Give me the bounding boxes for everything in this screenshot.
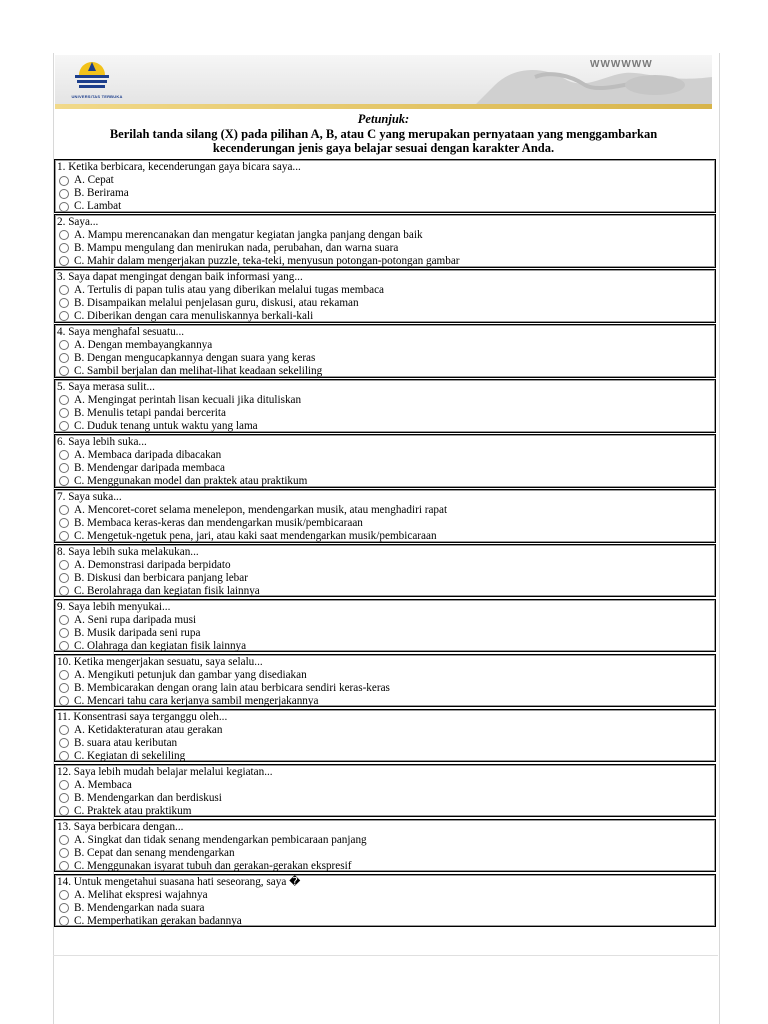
radio-button-icon[interactable] (59, 615, 69, 625)
answer-option[interactable] (57, 310, 713, 323)
radio-button-icon[interactable] (59, 311, 69, 321)
instructions-text: Berilah tanda silang (X) pada pilihan A, B, atau C yang merupakan pernyataan yang menggambarkan kecenderungan jenis gaya belajar sesuai dengan karakter Anda. (109, 127, 658, 155)
radio-button-icon[interactable] (59, 573, 69, 583)
answer-option[interactable] (57, 365, 713, 378)
radio-button-icon[interactable] (59, 531, 69, 541)
answer-option[interactable] (57, 504, 713, 517)
radio-button-icon[interactable] (59, 421, 69, 431)
answer-option[interactable] (57, 394, 713, 407)
radio-button-icon[interactable] (59, 202, 69, 212)
question-text: 12. Saya lebih mudah belajar melalui kegiatan... (57, 765, 273, 778)
logo-caption: UNIVERSITAS TERBUKA (71, 94, 123, 99)
question-block (54, 379, 716, 433)
radio-button-icon[interactable] (59, 366, 69, 376)
question-block (54, 489, 716, 543)
radio-button-icon[interactable] (59, 560, 69, 570)
radio-button-icon[interactable] (59, 890, 69, 900)
question-text: 1. Ketika berbicara, kecenderungan gaya bicara saya... (57, 161, 301, 173)
answer-option-label: B. suara atau keributan (74, 736, 178, 749)
answer-option-label: C. Menggunakan model dan praktek atau praktikum (74, 474, 308, 487)
radio-button-icon[interactable] (59, 176, 69, 186)
university-logo (63, 59, 121, 99)
radio-button-icon[interactable] (59, 641, 69, 651)
answer-option[interactable] (57, 255, 713, 268)
answer-option-label: A. Mengingat perintah lisan kecuali jika dituliskan (74, 393, 302, 406)
question-block (54, 434, 716, 488)
answer-option[interactable] (57, 352, 713, 365)
answer-option-label: C. Menggunakan isyarat tubuh dan gerakan-gerakan ekspresif (74, 859, 352, 872)
radio-button-icon[interactable] (59, 848, 69, 858)
answer-option-label: A. Mampu merencanakan dan mengatur kegiatan jangka panjang dengan baik (74, 228, 423, 241)
answer-option[interactable] (57, 695, 713, 708)
answer-option-label: A. Singkat dan tidak senang mendengarkan pembicaraan panjang (74, 833, 367, 846)
radio-button-icon[interactable] (59, 450, 69, 460)
answer-option[interactable] (57, 242, 713, 255)
answer-option[interactable] (57, 420, 713, 433)
radio-button-icon[interactable] (59, 285, 69, 295)
question-block (54, 819, 716, 873)
question-list (54, 159, 716, 929)
answer-option[interactable] (57, 805, 713, 818)
instructions-title: Petunjuk: (357, 112, 410, 126)
answer-option[interactable] (57, 889, 713, 902)
radio-button-icon[interactable] (59, 725, 69, 735)
answer-option[interactable] (57, 792, 713, 805)
radio-button-icon[interactable] (59, 353, 69, 363)
question-block (54, 709, 716, 763)
radio-button-icon[interactable] (59, 476, 69, 486)
question-text: 10. Ketika mengerjakan sesuatu, saya selalu... (57, 655, 263, 668)
answer-option[interactable] (57, 449, 713, 462)
answer-option[interactable] (57, 737, 713, 750)
answer-option[interactable] (57, 724, 713, 737)
radio-button-icon[interactable] (59, 628, 69, 638)
answer-option-label: C. Kegiatan di sekeliling (74, 749, 186, 762)
answer-option-label: C. Duduk tenang untuk waktu yang lama (74, 419, 258, 432)
answer-option[interactable] (57, 902, 713, 915)
answer-option-label: B. Membaca keras-keras dan mendengarkan musik/pembicaraan (74, 516, 363, 529)
answer-option[interactable] (57, 640, 713, 653)
radio-button-icon[interactable] (59, 243, 69, 253)
radio-button-icon[interactable] (59, 670, 69, 680)
answer-option-label: B. Dengan mengucapkannya dengan suara yang keras (74, 351, 316, 364)
radio-button-icon[interactable] (59, 780, 69, 790)
question-text: 2. Saya... (57, 215, 99, 228)
answer-option-label: B. Mendengar daripada membaca (74, 461, 225, 474)
answer-option-label: C. Mahir dalam mengerjakan puzzle, teka-teki, menyusun potongan-potongan gambar (74, 254, 460, 267)
answer-option[interactable] (57, 475, 713, 488)
answer-option-label: B. Mendengarkan nada suara (74, 901, 205, 914)
answer-option-label: A. Seni rupa daripada musi (74, 613, 197, 626)
radio-button-icon[interactable] (59, 189, 69, 199)
question-block (54, 269, 716, 323)
answer-option-label: C. Sambil berjalan dan melihat-lihat keadaan sekeliling (74, 364, 323, 377)
answer-option-label: A. Ketidakteraturan atau gerakan (74, 723, 223, 736)
answer-option-label: A. Dengan membayangkannya (74, 338, 213, 351)
answer-option[interactable] (57, 627, 713, 640)
radio-button-icon[interactable] (59, 806, 69, 816)
answer-option-label: B. Diskusi dan berbicara panjang lebar (74, 571, 248, 584)
header-banner (55, 55, 712, 109)
answer-option-label: B. Cepat dan senang mendengarkan (74, 846, 235, 859)
answer-option-label: A. Mengikuti petunjuk dan gambar yang disediakan (74, 668, 307, 681)
radio-button-icon[interactable] (59, 903, 69, 913)
radio-button-icon[interactable] (59, 298, 69, 308)
answer-option-label: C. Diberikan dengan cara menuliskannya berkali-kali (74, 309, 314, 322)
answer-option-label: C. Mencari tahu cara kerjanya sambil mengerjakannya (74, 694, 319, 707)
answer-option-label: A. Melihat ekspresi wajahnya (74, 888, 208, 901)
answer-option[interactable] (57, 585, 713, 598)
answer-option-label: A. Mencoret-coret selama menelepon, mendengarkan musik, atau menghadiri rapat (74, 503, 448, 516)
header-stripe (55, 104, 712, 109)
radio-button-icon[interactable] (59, 340, 69, 350)
question-text: 14. Untuk mengetahui suasana hati seseorang, saya � (57, 875, 301, 888)
question-block (54, 654, 716, 708)
banner-text: WWWWWW (590, 59, 653, 70)
answer-option-label: C. Praktek atau praktikum (74, 804, 192, 817)
answer-option-label: B. Berirama (74, 187, 129, 199)
answer-option[interactable] (57, 462, 713, 475)
question-text: 8. Saya lebih suka melakukan... (57, 545, 199, 558)
answer-option[interactable] (57, 614, 713, 627)
answer-option[interactable] (57, 915, 713, 928)
radio-button-icon[interactable] (59, 505, 69, 515)
answer-option-label: A. Demonstrasi daripada berpidato (74, 558, 231, 571)
answer-option-label: B. Mendengarkan dan berdiskusi (74, 791, 222, 804)
radio-button-icon[interactable] (59, 751, 69, 761)
answer-option[interactable] (57, 187, 713, 200)
answer-option[interactable] (57, 284, 713, 297)
question-text: 13. Saya berbicara dengan... (57, 820, 184, 833)
question-text: 5. Saya merasa sulit... (57, 380, 155, 393)
answer-option-label: B. Membicarakan dengan orang lain atau berbicara sendiri keras-keras (74, 681, 390, 694)
answer-option-label: C. Olahraga dan kegiatan fisik lainnya (74, 639, 247, 652)
answer-option[interactable] (57, 834, 713, 847)
radio-button-icon[interactable] (59, 395, 69, 405)
question-block (54, 544, 716, 598)
answer-option[interactable] (57, 847, 713, 860)
question-block (54, 159, 716, 213)
answer-option-label: A. Membaca (74, 778, 132, 791)
question-text: 11. Konsentrasi saya terganggu oleh... (57, 710, 228, 723)
answer-option[interactable] (57, 559, 713, 572)
answer-option-label: A. Tertulis di papan tulis atau yang diberikan melalui tugas membaca (74, 283, 384, 296)
radio-button-icon[interactable] (59, 683, 69, 693)
logo-emblem-icon (63, 59, 121, 95)
answer-option-label: B. Menulis tetapi pandai bercerita (74, 406, 226, 419)
answer-option[interactable] (57, 174, 713, 187)
question-block (54, 324, 716, 378)
answer-option[interactable] (57, 860, 713, 873)
question-text: 6. Saya lebih suka... (57, 435, 147, 448)
answer-option-label: A. Cepat (74, 174, 114, 186)
answer-option-label: C. Mengetuk-ngetuk pena, jari, atau kaki saat mendengarkan musik/pembicaraan (74, 529, 437, 542)
answer-option-label: B. Disampaikan melalui penjelasan guru, diskusi, atau rekaman (74, 296, 359, 309)
bottom-divider (53, 955, 718, 956)
radio-button-icon[interactable] (59, 230, 69, 240)
answer-option[interactable] (57, 297, 713, 310)
radio-button-icon[interactable] (59, 738, 69, 748)
radio-button-icon[interactable] (59, 916, 69, 926)
question-text: 7. Saya suka... (57, 490, 122, 503)
answer-option[interactable] (57, 750, 713, 763)
answer-option[interactable] (57, 339, 713, 352)
radio-button-icon[interactable] (59, 696, 69, 706)
answer-option-label: C. Memperhatikan gerakan badannya (74, 914, 242, 927)
radio-button-icon[interactable] (59, 835, 69, 845)
radio-button-icon[interactable] (59, 793, 69, 803)
question-text: 9. Saya lebih menyukai... (57, 600, 171, 613)
radio-button-icon[interactable] (59, 256, 69, 266)
answer-option[interactable] (57, 407, 713, 420)
radio-button-icon[interactable] (59, 463, 69, 473)
answer-option-label: B. Musik daripada seni rupa (74, 626, 201, 639)
question-block (54, 599, 716, 653)
question-block (54, 764, 716, 818)
answer-option[interactable] (57, 517, 713, 530)
radio-button-icon[interactable] (59, 861, 69, 871)
answer-option-label: C. Lambat (74, 200, 122, 212)
answer-option-label: C. Berolahraga dan kegiatan fisik lainnya (74, 584, 260, 597)
answer-option[interactable] (57, 200, 713, 213)
answer-option-label: A. Membaca daripada dibacakan (74, 448, 222, 461)
radio-button-icon[interactable] (59, 408, 69, 418)
answer-option[interactable] (57, 530, 713, 543)
question-text: 4. Saya menghafal sesuatu... (57, 325, 185, 338)
answer-option[interactable] (57, 682, 713, 695)
answer-option[interactable] (57, 669, 713, 682)
radio-button-icon[interactable] (59, 518, 69, 528)
question-block (54, 874, 716, 928)
instructions (55, 112, 712, 155)
question-text: 3. Saya dapat mengingat dengan baik informasi yang... (57, 270, 303, 283)
answer-option[interactable] (57, 229, 713, 242)
answer-option[interactable] (57, 779, 713, 792)
radio-button-icon[interactable] (59, 586, 69, 596)
answer-option[interactable] (57, 572, 713, 585)
answer-option-label: B. Mampu mengulang dan menirukan nada, perubahan, dan warna suara (74, 241, 399, 254)
question-block (54, 214, 716, 268)
